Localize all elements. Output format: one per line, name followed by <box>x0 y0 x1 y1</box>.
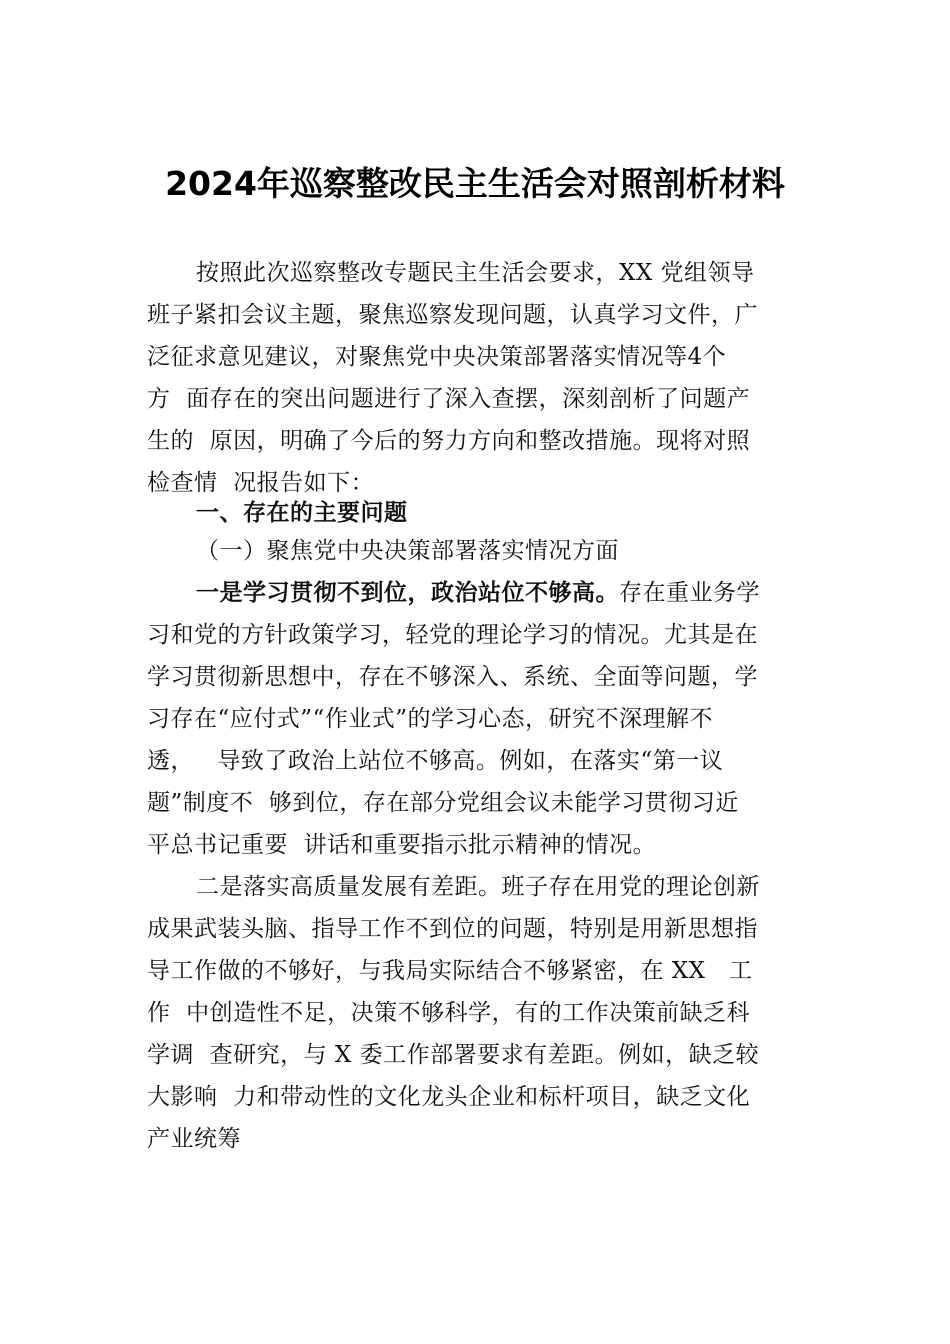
point-one-line: 透， 导致了政治上站位不够高。例如，在落实“第一议 <box>147 748 724 774</box>
point-two-line: 导工作做的不够好，与我局实际结合不够紧密，在 XX 工 <box>147 958 753 984</box>
point-one-line: 学习贯彻新思想中，存在不够深入、系统、全面等问题，学 <box>147 664 758 690</box>
document-title: 2024年巡察整改民主生活会对照剖析材料 <box>165 164 785 203</box>
point-one-line: 题”制度不 够到位，存在部分党组会议未能学习贯彻习近 <box>147 790 739 816</box>
point-two-line: 成果武装头脑、指导工作不到位的问题，特别是用新思想指 <box>147 916 758 942</box>
point-two-line: 产业统筹 <box>147 1126 241 1152</box>
point-one-line: 习存在“应付式”“作业式”的学习心态，研究不深理解不 <box>147 706 714 732</box>
point-one-lead: 一是学习贯彻不到位，政治站位不够高。 <box>196 580 619 606</box>
point-two-line: 作 中创造性不足，决策不够科学，有的工作决策前缺乏科 <box>147 1000 751 1026</box>
point-one-first-line <box>196 572 760 614</box>
point-one-line: 习和党的方针政策学习，轻党的理论学习的情况。尤其是在 <box>147 622 758 648</box>
point-two-line: 学调 查研究，与 X 委工作部署要求有差距。例如，缺乏较 <box>147 1042 760 1068</box>
subsection-heading: （一）聚焦党中央决策部署落实情况方面 <box>196 538 619 564</box>
intro-line: 检查情 况报告如下： <box>147 470 375 496</box>
intro-line: 班子紧扣会议主题，聚焦巡察发现问题，认真学习文件，广 <box>147 302 758 328</box>
intro-line: 生的 原因，明确了今后的努力方向和整改措施。现将对照 <box>147 428 751 454</box>
section-heading: 一、存在的主要问题 <box>196 500 408 526</box>
point-two-line: 大影响 力和带动性的文化龙头企业和标杆项目，缺乏文化 <box>147 1084 751 1110</box>
point-one-text: 存在重业务学 <box>619 580 760 606</box>
point-two-line: 二是落实高质量发展有差距。班子存在用党的理论创新 <box>196 874 760 900</box>
intro-line: 方 面存在的突出问题进行了深入查摆，深刻剖析了问题产 <box>147 386 751 412</box>
intro-line: 泛征求意见建议，对聚焦党中央决策部署落实情况等4个 <box>147 344 727 370</box>
point-one-line: 平总书记重要 讲话和重要指示批示精神的情况。 <box>147 832 657 858</box>
intro-line: 按照此次巡察整改专题民主生活会要求，XX 党组领导 <box>196 260 755 286</box>
